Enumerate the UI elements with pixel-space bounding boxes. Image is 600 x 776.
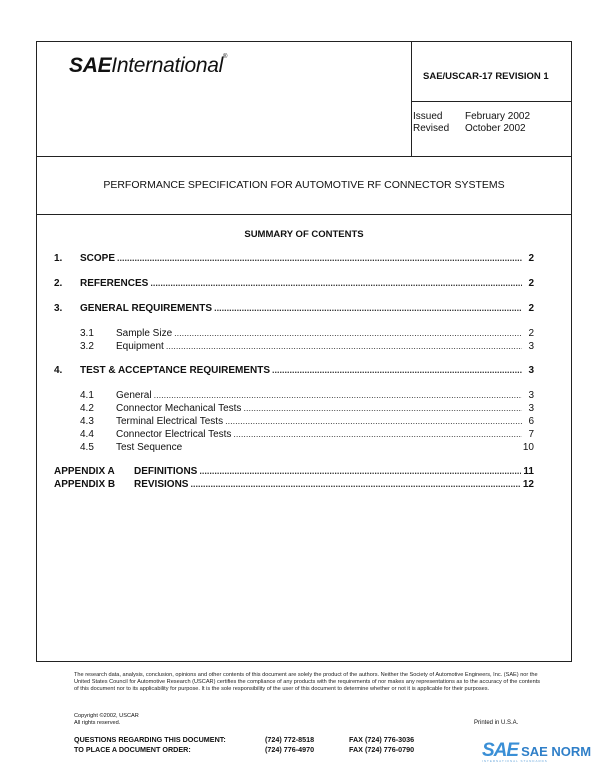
toc-page: 3 (528, 390, 534, 401)
header-bottom-rule (37, 156, 571, 157)
toc-entry[interactable] (80, 327, 534, 340)
copyright-block (74, 713, 139, 727)
toc-entry[interactable] (54, 364, 534, 377)
contact-faxes (349, 735, 414, 755)
logo-trademark: ® (222, 54, 228, 60)
toc-leader (272, 364, 522, 377)
toc-number: 4.4 (80, 429, 94, 440)
toc-entry[interactable] (80, 340, 534, 353)
revised-date: October 2002 (465, 123, 526, 134)
toc-label: General (116, 390, 152, 401)
issued-label: Issued (413, 111, 443, 122)
toc-page: 3 (528, 403, 534, 414)
toc-label: REVISIONS (134, 479, 189, 490)
toc-label: Sample Size (116, 328, 173, 339)
toc-entry[interactable] (54, 465, 534, 478)
toc-entry[interactable] (80, 428, 534, 441)
toc-label: Terminal Electrical Tests (116, 416, 224, 427)
issue-dates (413, 111, 530, 135)
order-phone: (724) 776-4970 (265, 745, 315, 754)
toc-label: Connector Electrical Tests (116, 429, 232, 440)
document-title: PERFORMANCE SPECIFICATION FOR AUTOMOTIVE RF CONNECTOR SYSTEMS (103, 179, 505, 191)
toc-page: 2 (528, 303, 534, 314)
toc-label: Test Sequence (116, 442, 183, 453)
questions-phone: (724) 772-8518 (265, 735, 315, 744)
watermark-subtext: INTERNATIONAL STANDARDS (482, 759, 548, 763)
toc-leader (150, 277, 522, 290)
order-fax: FAX (724) 776-0790 (349, 745, 415, 754)
toc-leader (214, 302, 522, 315)
contact-labels (74, 735, 226, 755)
toc-number: 4.3 (80, 416, 94, 427)
logo-sae: SAE (69, 54, 112, 77)
issued-date: February 2002 (465, 111, 531, 122)
watermark-mark: SAE (482, 740, 519, 761)
toc-leader (117, 252, 522, 265)
toc-entry[interactable] (54, 478, 534, 491)
toc-number: 2. (54, 278, 63, 289)
revised-label: Revised (413, 123, 450, 134)
toc-number: 4.5 (80, 442, 94, 453)
toc-number: 4. (54, 365, 63, 376)
sae-norm-watermark (482, 740, 591, 763)
toc-page: 3 (528, 365, 534, 376)
watermark-text: SAE NORM (521, 744, 592, 759)
document-number: SAE/USCAR-17 REVISION 1 (423, 71, 549, 82)
toc-number: 4.1 (80, 390, 94, 401)
copyright-line: Copyright ©2002, USCAR (74, 713, 139, 719)
docnum-divider (411, 101, 571, 102)
toc-leader (190, 478, 520, 491)
questions-fax: FAX (724) 776-3036 (349, 735, 415, 744)
toc-page: 6 (528, 416, 534, 427)
toc-number: 3.1 (80, 328, 94, 339)
toc-entry[interactable] (54, 277, 534, 290)
toc-page: 11 (523, 466, 534, 477)
title-bottom-rule (37, 214, 571, 215)
toc-page: 10 (522, 442, 534, 453)
questions-label: QUESTIONS REGARDING THIS DOCUMENT: (74, 735, 226, 744)
toc-label: SCOPE (80, 253, 116, 264)
logo-international: International (111, 54, 223, 77)
toc-leader (233, 428, 522, 441)
toc-leader (174, 327, 522, 340)
toc-number: APPENDIX B (54, 479, 116, 490)
toc-label: Connector Mechanical Tests (116, 403, 242, 414)
toc-entry[interactable] (54, 302, 534, 315)
toc-number: APPENDIX A (54, 466, 115, 477)
disclaimer-text: The research data, analysis, conclusion, opinions and other contents of this document are solely the product of the authors. Neither the Society of Automotive Engineers, Inc. (SAE) nor the United States Council for Automotive Research (USCAR) certifies the compliance of any products with the requirements of nor makes any representations as to the accuracy of the contents of this document nor to its applicability for purpose. It is the sole responsibility of the user of this document to determine whether or not it is applicable for their purposes. (74, 672, 541, 693)
toc-page: 2 (528, 278, 534, 289)
toc-entry[interactable] (80, 415, 534, 428)
sae-international-logo (69, 54, 227, 78)
toc-page: 12 (522, 479, 534, 490)
summary-heading: SUMMARY OF CONTENTS (244, 229, 364, 240)
toc-number: 3. (54, 303, 63, 314)
toc-entry[interactable] (80, 389, 534, 402)
toc-page: 2 (528, 253, 534, 264)
toc-page: 2 (528, 328, 534, 339)
order-label: TO PLACE A DOCUMENT ORDER: (74, 745, 191, 754)
toc-number: 1. (54, 253, 63, 264)
toc-entry[interactable] (80, 441, 534, 454)
toc-label: TEST & ACCEPTANCE REQUIREMENTS (80, 365, 271, 376)
toc-label: Equipment (116, 341, 164, 352)
toc-page: 3 (528, 341, 534, 352)
toc-leader (243, 402, 522, 415)
toc-number: 3.2 (80, 341, 94, 352)
toc-label: REFERENCES (80, 278, 149, 289)
header-divider-vertical (411, 42, 412, 156)
toc-label: GENERAL REQUIREMENTS (80, 303, 213, 314)
toc-number: 4.2 (80, 403, 94, 414)
document-frame (36, 41, 572, 662)
toc-label: DEFINITIONS (134, 466, 198, 477)
printed-in: Printed in U.S.A. (474, 720, 519, 726)
toc-leader (166, 340, 522, 353)
contact-phones (265, 735, 314, 755)
toc-entry[interactable] (80, 402, 534, 415)
toc-leader (199, 465, 521, 478)
toc-entry[interactable] (54, 252, 534, 265)
toc-leader (225, 415, 522, 428)
toc-page: 7 (528, 429, 534, 440)
rights-line: All rights reserved. (74, 720, 121, 726)
toc-leader (154, 389, 522, 402)
